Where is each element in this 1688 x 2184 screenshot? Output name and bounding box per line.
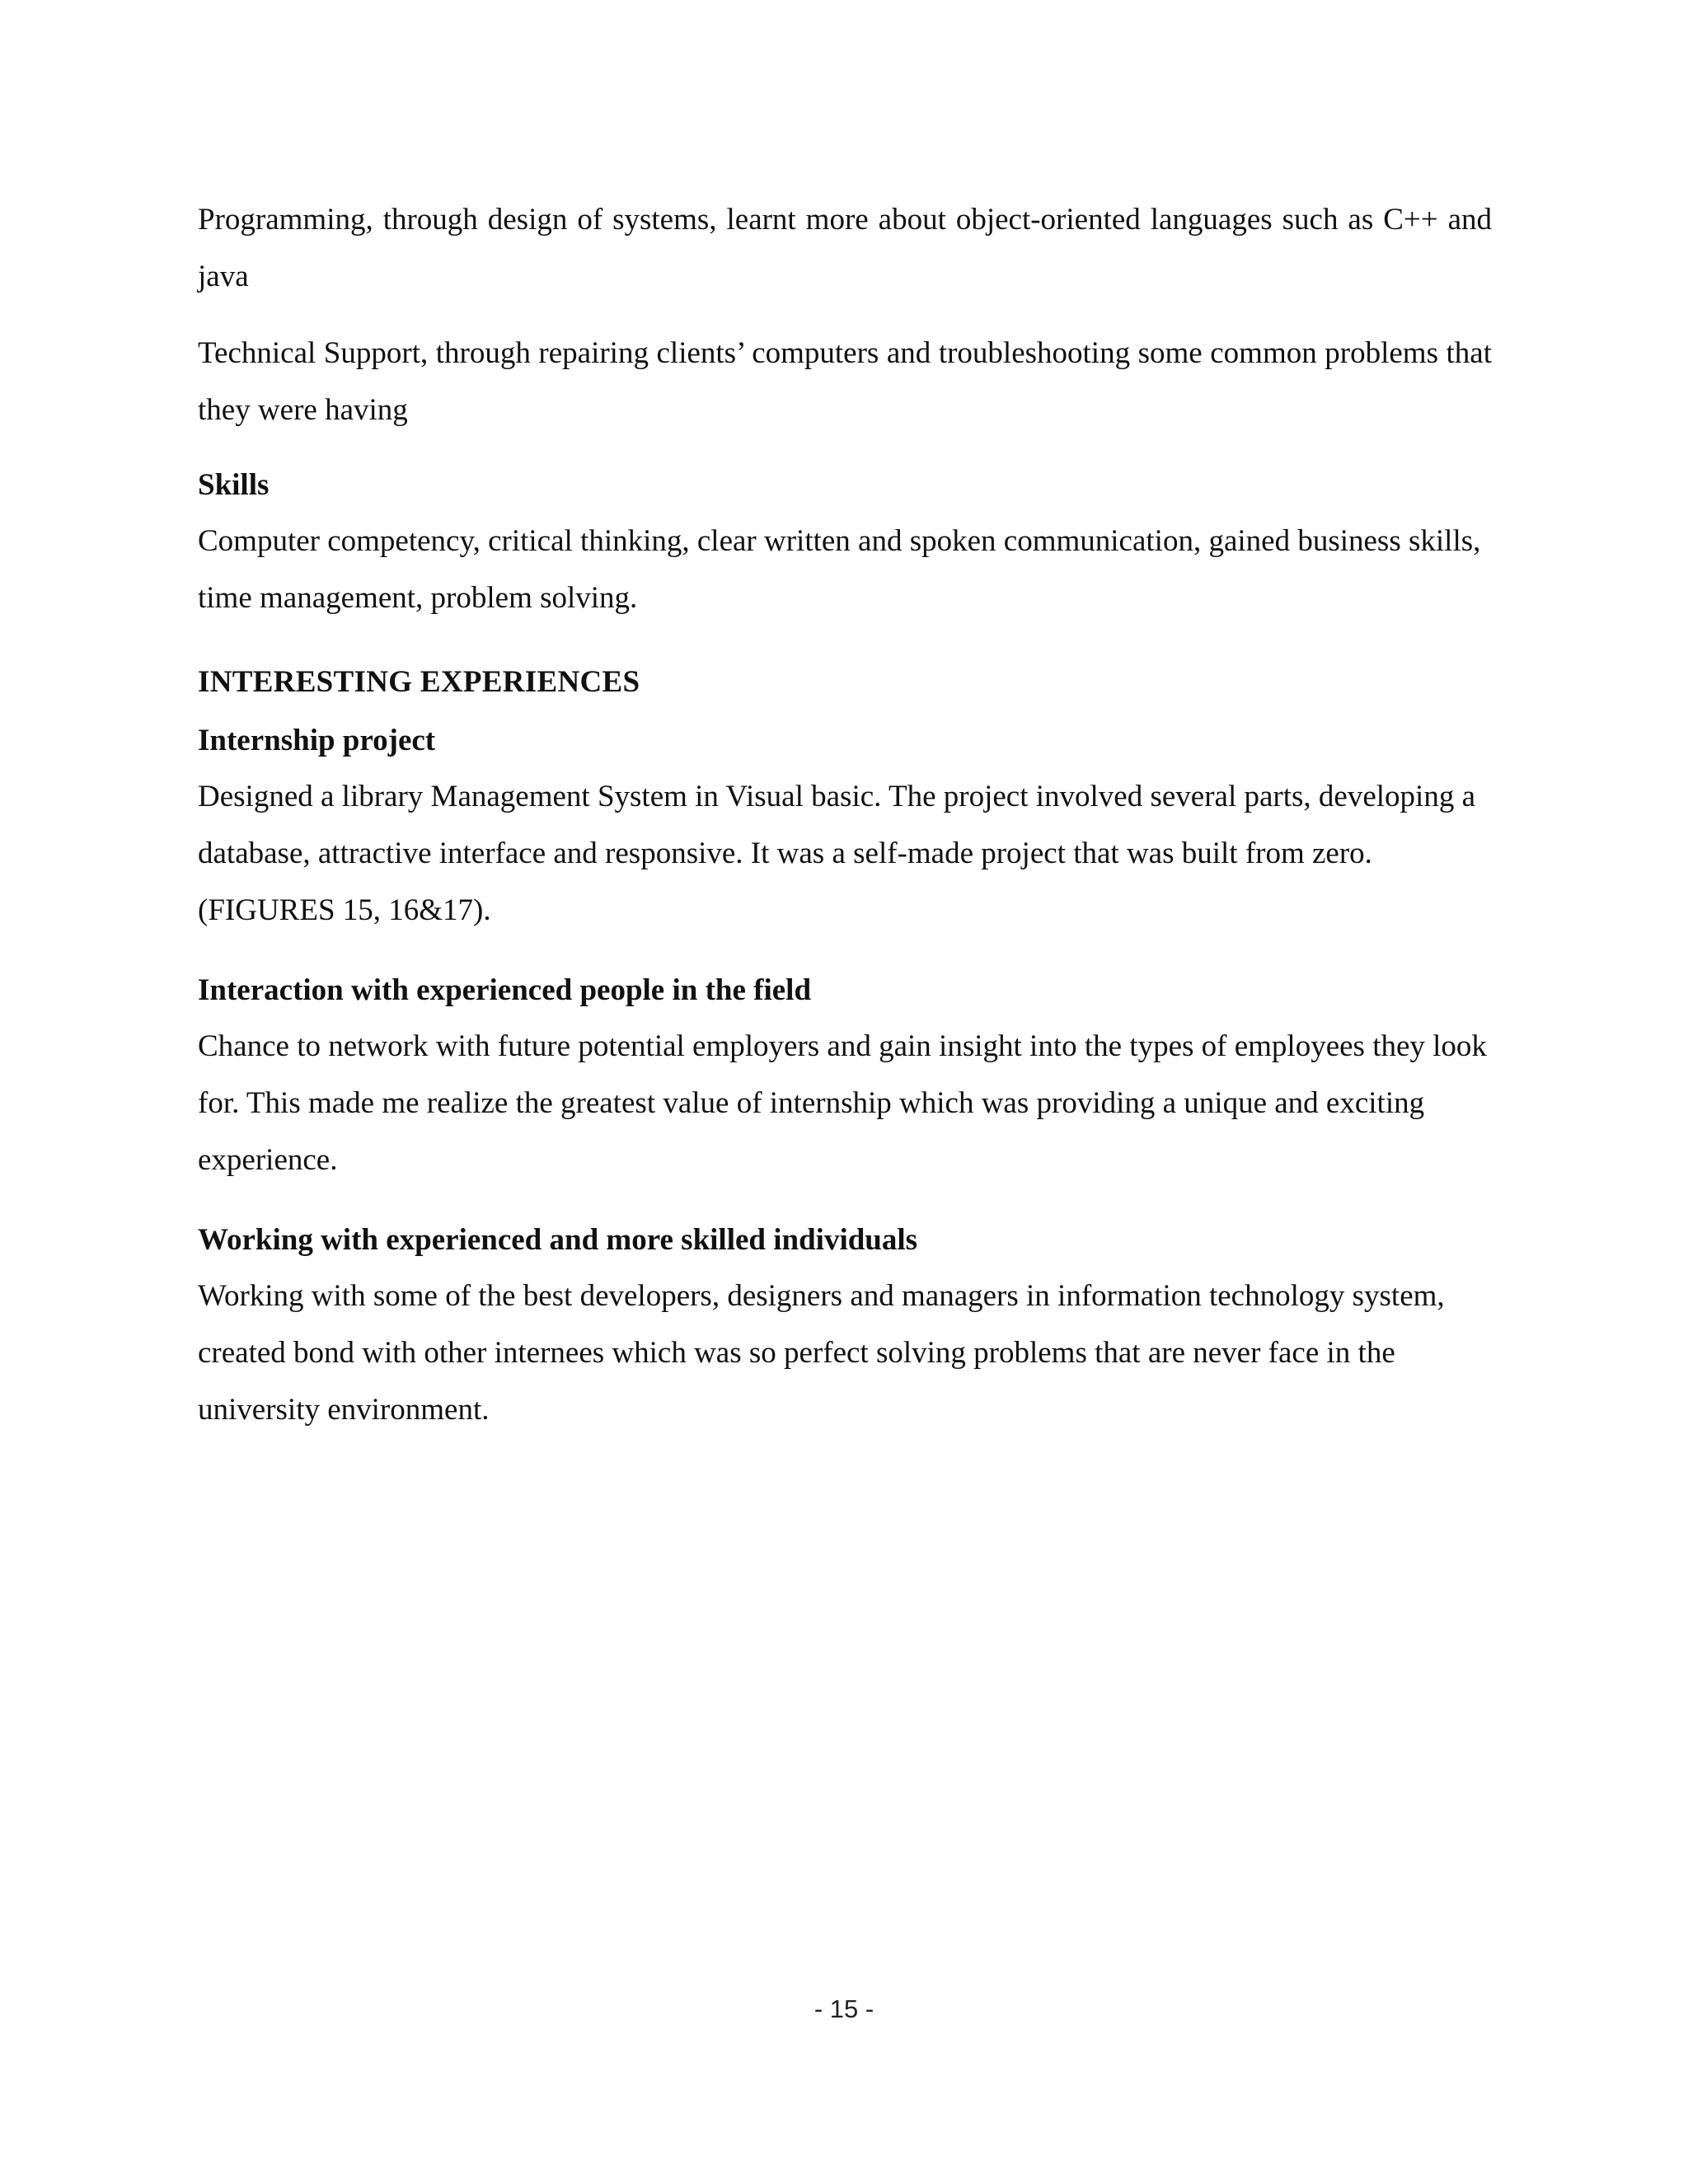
programming-paragraph: Programming, through design of systems, learnt more about object-oriented languages such as C++ and java	[198, 203, 1492, 293]
interesting-experiences-heading: INTERESTING EXPERIENCES	[198, 665, 640, 699]
working-paragraph: Working with some of the best developers, designers and managers in information technology system, created bond with other internees which was so perfect solving problems that are never face in the university environment.	[198, 1279, 1445, 1427]
spacer	[198, 305, 1492, 325]
technical-support-paragraph: Technical Support, through repairing clients’ computers and troubleshooting some common problems that they were having	[198, 336, 1492, 427]
spacer	[198, 1188, 1492, 1213]
skills-heading: Skills	[198, 468, 270, 502]
spacer	[198, 438, 1492, 458]
interaction-heading: Interaction with experienced people in the field	[198, 973, 812, 1007]
interaction-paragraph: Chance to network with future potential employers and gain insight into the types of employees they look for. This made me realize the greatest value of internship which was providing a unique and exciting experience.	[198, 1029, 1487, 1177]
skills-paragraph: Computer competency, critical thinking, clear written and spoken communication, gained business skills, time management, problem solving.	[198, 524, 1481, 615]
page-number: - 15 -	[814, 1994, 874, 2023]
internship-paragraph: Designed a library Management System in Visual basic. The project involved several parts, developing a database, attractive interface and responsive. It was a self-made project that was built from zero. (FIGURES 15, 16&17).	[198, 780, 1475, 927]
internship-project-heading: Internship project	[198, 724, 436, 757]
page-body	[198, 191, 1492, 1438]
spacer	[198, 626, 1492, 651]
working-heading: Working with experienced and more skilled individuals	[198, 1223, 918, 1257]
spacer	[198, 939, 1492, 963]
